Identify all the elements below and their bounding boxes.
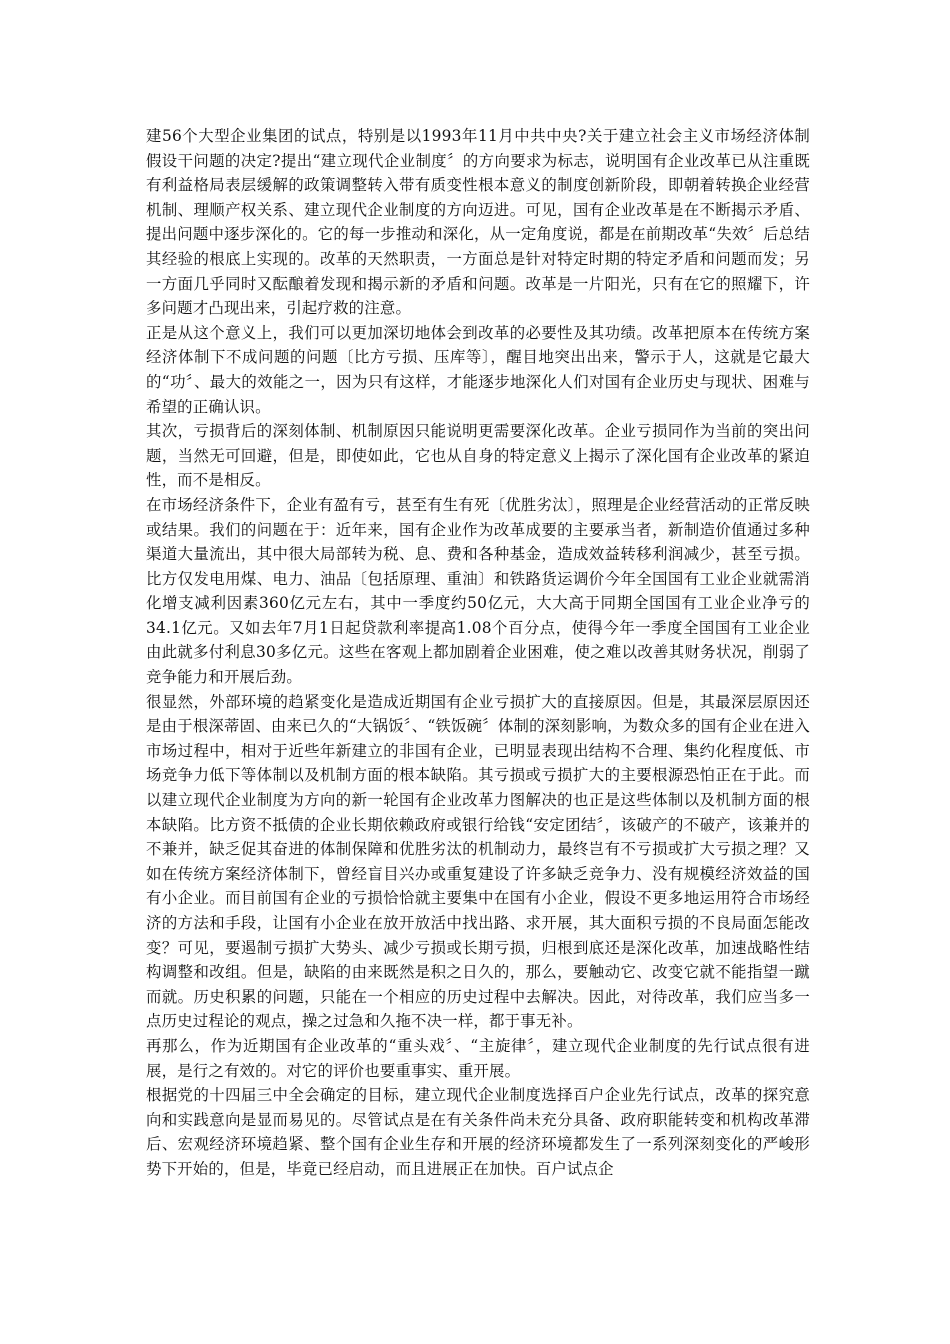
paragraph-5: 很显然，外部环境的趋紧变化是造成近期国有企业亏损扩大的直接原因。但是，其最深层原因还是由于根深蒂固、由来已久的“大锅饭〞、“铁饭碗〞体制的深刻影响，为数众多的国有企业在进入市场过程中，相对于近些年新建立的非国有企业，已明显表现出结构不合理、集约化程度低、市场竞争力低下等体制以及机制方面的根本缺陷。其亏损或亏损扩大的主要根源恐怕正在于此。而以建立现代企业制度为方向的新一轮国有企业改革力图解决的也正是这些体制以及机制方面的根本缺陷。比方资不抵债的企业长期依赖政府或银行给钱“安定团结〞，该破产的不破产，该兼并的不兼并，缺乏促其奋进的体制保障和优胜劣汰的机制动力，最终岂有不亏损或扩大亏损之理？又如在传统方案经济体制下，曾经盲目兴办或重复建设了许多缺乏竞争力、没有规模经济效益的国有小企业。而目前国有企业的亏损恰恰就主要集中在国有小企业，假设不更多地运用符合市场经济的方法和手段，让国有小企业在放开放活中找出路、求开展，其大面积亏损的不良局面怎能改变？可见，要遏制亏损扩大势头、减少亏损或长期亏损，归根到底还是深化改革，加速战略性结构调整和改组。但是，缺陷的由来既然是积之日久的，那么，要触动它、改变它就不能指望一蹴而就。历史积累的问题，只能在一个相应的历史过程中去解决。因此，对待改革，我们应当多一点历史过程论的观点，操之过急和久拖不决一样，都于事无补。 (146, 692, 810, 1031)
paragraph-3: 其次，亏损背后的深刻体制、机制原因只能说明更需要深化改革。企业亏损同作为当前的突出问题，当然无可回避，但是，即使如此，它也从自身的特定意义上揭示了深化国有企业改革的紧迫性，而不是相反。 (146, 422, 810, 490)
paragraph-1: 建56个大型企业集团的试点，特别是以1993年11月中共中央?关于建立社会主义市场经济体制假设干问题的决定?提出“建立现代企业制度〞的方向要求为标志，说明国有企业改革已从注重既有利益格局表层缓解的政策调整转入带有质变性根本意义的制度创新阶段，即朝着转换企业经营机制、理顺产权关系、建立现代企业制度的方向迈进。可见，国有企业改革是在不断揭示矛盾、提出问题中逐步深化的。它的每一步推动和深化，从一定角度说，都是在前期改革“失效〞后总结其经验的根底上实现的。改革的天然职责，一方面总是针对特定时期的特定矛盾和问题而发；另一方面几乎同时又酝酿着发现和揭示新的矛盾和问题。改革是一片阳光，只有在它的照耀下，许多问题才凸现出来，引起疗救的注意。 (146, 127, 810, 318)
paragraph-6: 再那么，作为近期国有企业改革的“重头戏〞、“主旋律〞，建立现代企业制度的先行试点很有进展，是行之有效的。对它的评价也要重事实、重开展。 (146, 1036, 810, 1080)
paragraph-4: 在市场经济条件下，企业有盈有亏，甚至有生有死〔优胜劣汰〕，照理是企业经营活动的正常反映或结果。我们的问题在于：近年来，国有企业作为改革成要的主要承当者，新制造价值通过多种渠道大量流出，其中很大局部转为税、息、费和各种基金，造成效益转移利润减少，甚至亏损。比方仅发电用煤、电力、油品〔包括原理、重油〕和铁路货运调价今年全国国有工业企业就需消化增支减利因素360亿元左右，其中一季度约50亿元，大大高于同期全国国有工业企业净亏的34.1亿元。又如去年7月1日起贷款利率提高1.08个百分点，使得今年一季度全国国有工业企业由此就多付利息30多亿元。这些在客观上都加剧着企业困难，使之难以改善其财务状况，削弱了竞争能力和开展后劲。 (146, 495, 810, 687)
document-body (146, 124, 810, 1182)
paragraph-2: 正是从这个意义上，我们可以更加深切地体会到改革的必要性及其功绩。改革把原本在传统方案经济体制下不成问题的问题〔比方亏损、压库等〕，醒目地突出出来，警示于人，这就是它最大的“功〞、最大的效能之一，因为只有这样，才能逐步地深化人们对国有企业历史与现状、困难与希望的正确认识。 (146, 323, 810, 416)
paragraph-7: 根据党的十四届三中全会确定的目标，建立现代企业制度选择百户企业先行试点，改革的探究意向和实践意向是显而易见的。尽管试点是在有关条件尚未充分具备、政府职能转变和机构改革滞后、宏观经济环境趋紧、整个国有企业生存和开展的经济环境都发生了一系列深刻变化的严峻形势下开始的，但是，毕竟已经启动，而且进展正在加快。百户试点企 (146, 1086, 810, 1178)
